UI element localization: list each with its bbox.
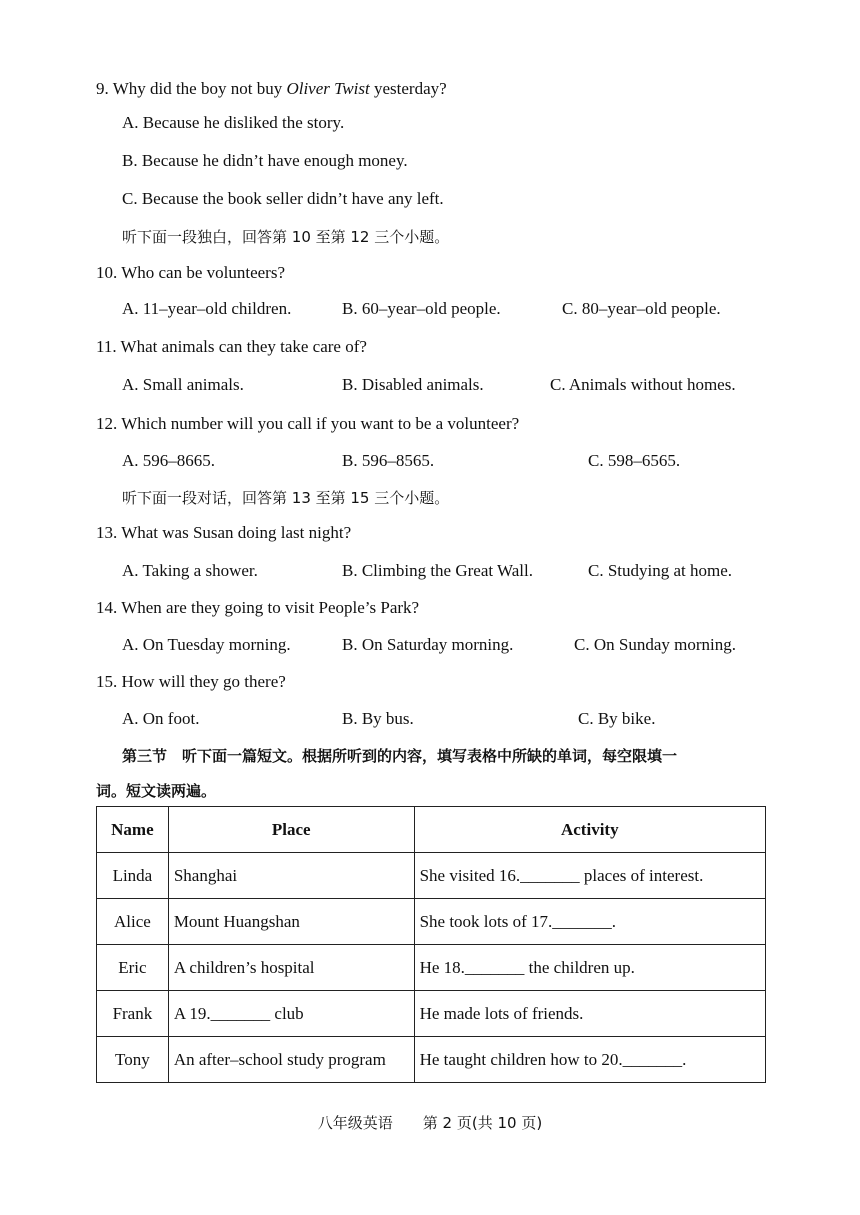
table-row	[97, 945, 766, 991]
instruction-dialogue: 听下面一段对话，回答第 13 至第 15 三个小题。	[122, 489, 450, 507]
question-13: 13. What was Susan doing last night?	[96, 523, 352, 542]
q14-option-a: A. On Tuesday morning.	[122, 635, 291, 654]
instruction-monologue: 听下面一段独白，回答第 10 至第 12 三个小题。	[122, 228, 450, 246]
question-9	[96, 78, 447, 100]
cell-name: Frank	[97, 991, 169, 1037]
cell-place: A children’s hospital	[168, 945, 414, 991]
section3-instruction-line2: 词。短文读两遍。	[96, 782, 217, 800]
q9-option-b: B. Because he didn’t have enough money.	[122, 151, 408, 170]
q13-option-a: A. Taking a shower.	[122, 561, 258, 580]
question-11: 11. What animals can they take care of?	[96, 337, 367, 356]
q10-option-c: C. 80–year–old people.	[562, 299, 721, 318]
q15-option-a: A. On foot.	[122, 709, 200, 728]
table-row	[97, 853, 766, 899]
q10-option-a: A. 11–year–old children.	[122, 299, 292, 318]
table-row	[97, 899, 766, 945]
question-14: 14. When are they going to visit People’s Park?	[96, 598, 420, 617]
q14-option-b: B. On Saturday morning.	[342, 635, 514, 654]
cell-name: Tony	[97, 1037, 169, 1083]
q15-option-b: B. By bus.	[342, 709, 414, 728]
q15-option-c: C. By bike.	[578, 709, 656, 728]
q11-option-a: A. Small animals.	[122, 375, 244, 394]
cell-activity: He made lots of friends.	[414, 991, 765, 1037]
q12-option-c: C. 598–6565.	[588, 451, 681, 470]
question-10: 10. Who can be volunteers?	[96, 263, 285, 282]
header-name: Name	[97, 807, 169, 853]
table-row	[97, 991, 766, 1037]
question-15: 15. How will they go there?	[96, 672, 286, 691]
cell-place: An after–school study program	[168, 1037, 414, 1083]
cell-activity: He 18._______ the children up.	[414, 945, 765, 991]
cell-place: Mount Huangshan	[168, 899, 414, 945]
activity-table	[96, 806, 766, 1083]
cell-activity: She took lots of 17._______.	[414, 899, 765, 945]
question-12: 12. Which number will you call if you want to be a volunteer?	[96, 414, 520, 433]
header-place: Place	[168, 807, 414, 853]
cell-place: Shanghai	[168, 853, 414, 899]
q13-option-c: C. Studying at home.	[588, 561, 733, 580]
q13-option-b: B. Climbing the Great Wall.	[342, 561, 533, 580]
question-9-text: 9. Why did the boy not buy	[96, 79, 287, 98]
q10-option-b: B. 60–year–old people.	[342, 299, 501, 318]
question-9-rest: yesterday?	[369, 79, 447, 98]
cell-place: A 19._______ club	[168, 991, 414, 1037]
cell-activity: He taught children how to 20._______.	[414, 1037, 765, 1083]
cell-name: Eric	[97, 945, 169, 991]
page-footer: 八年级英语 第 2 页(共 10 页)	[317, 1114, 543, 1132]
table-row	[97, 1037, 766, 1083]
q9-option-c: C. Because the book seller didn’t have any left.	[122, 189, 444, 208]
q11-option-c: C. Animals without homes.	[550, 375, 736, 394]
book-title: Oliver Twist	[286, 79, 370, 98]
q9-option-a: A. Because he disliked the story.	[122, 113, 345, 132]
q11-option-b: B. Disabled animals.	[342, 375, 484, 394]
q14-option-c: C. On Sunday morning.	[574, 635, 736, 654]
table-header-row	[97, 807, 766, 853]
header-activity: Activity	[414, 807, 765, 853]
cell-name: Linda	[97, 853, 169, 899]
q12-option-a: A. 596–8665.	[122, 451, 216, 470]
cell-activity: She visited 16._______ places of interest.	[414, 853, 765, 899]
q12-option-b: B. 596–8565.	[342, 451, 435, 470]
section3-instruction-line1: 第三节 听下面一篇短文。根据所听到的内容，填写表格中所缺的单词，每空限填一	[122, 747, 678, 765]
cell-name: Alice	[97, 899, 169, 945]
